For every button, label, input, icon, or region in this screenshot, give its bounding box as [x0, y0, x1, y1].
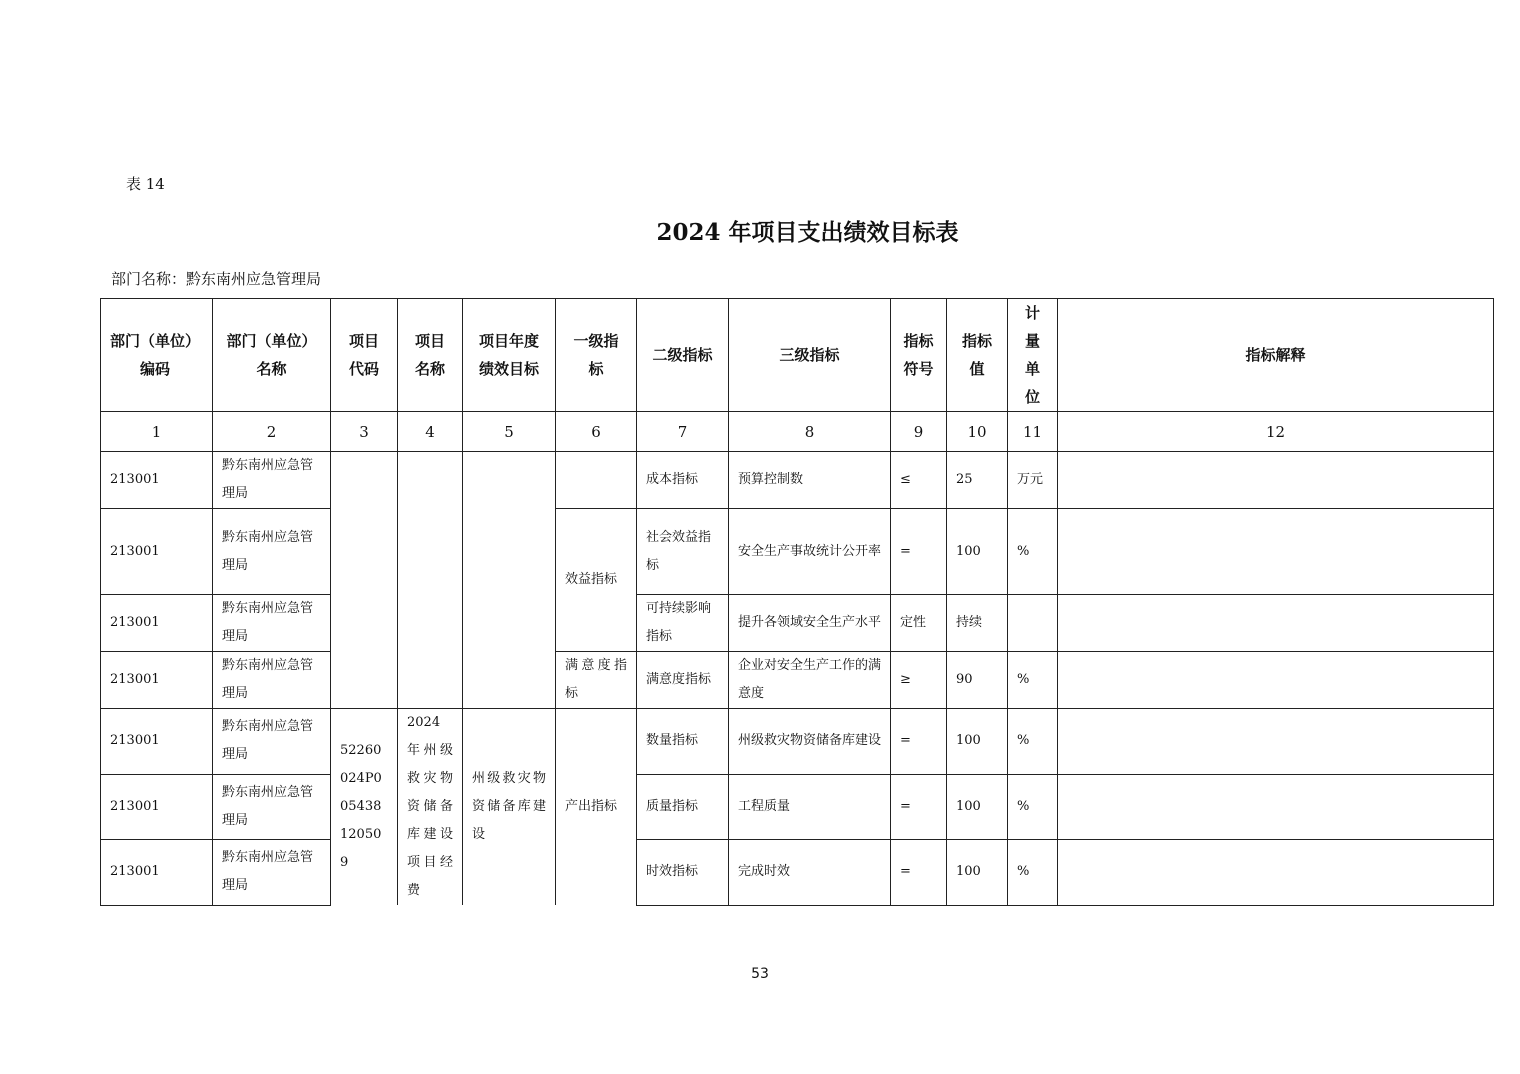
value-cell: 90	[947, 652, 1008, 709]
col-number: 11	[1008, 412, 1058, 452]
unit-cell: %	[1008, 840, 1058, 906]
explanation-cell	[1058, 774, 1494, 840]
dept-code-cell: 213001	[101, 509, 213, 595]
level1-cell: 效益指标	[556, 509, 637, 652]
table-row	[101, 595, 1494, 652]
col-number: 3	[331, 412, 398, 452]
value-cell: 100	[947, 509, 1008, 595]
level2-cell: 成本指标	[637, 452, 729, 509]
unit-cell: %	[1008, 652, 1058, 709]
symbol-cell: =	[891, 840, 947, 906]
level3-cell: 安全生产事故统计公开率	[729, 509, 891, 595]
col-number: 2	[213, 412, 331, 452]
col-number: 8	[729, 412, 891, 452]
explanation-cell	[1058, 652, 1494, 709]
project-code-cell: 52260024P005438120509	[331, 709, 398, 906]
header-value: 指标 值	[947, 299, 1008, 412]
project-name-cell: 2024 年州级救灾物资储备库建设项目经费	[398, 709, 463, 906]
header-symbol: 指标 符号	[891, 299, 947, 412]
dept-name-cell: 黔东南州应急管理局	[213, 452, 331, 509]
value-cell: 100	[947, 709, 1008, 775]
unit-cell	[1008, 595, 1058, 652]
unit-cell: %	[1008, 774, 1058, 840]
dept-name-cell: 黔东南州应急管理局	[213, 774, 331, 840]
dept-code-cell: 213001	[101, 709, 213, 775]
dept-code-cell: 213001	[101, 840, 213, 906]
column-number-row	[101, 412, 1494, 452]
table-row	[101, 509, 1494, 595]
explanation-cell	[1058, 709, 1494, 775]
header-dept-code: 部门（单位） 编码	[101, 299, 213, 412]
unit-cell: %	[1008, 509, 1058, 595]
unit-cell: %	[1008, 709, 1058, 775]
project-code-cell-empty	[331, 452, 398, 709]
col-number: 4	[398, 412, 463, 452]
header-unit: 计 量 单 位	[1008, 299, 1058, 412]
header-level2-indicator: 二级指标	[637, 299, 729, 412]
header-project-code: 项目 代码	[331, 299, 398, 412]
dept-name-cell: 黔东南州应急管理局	[213, 509, 331, 595]
value-cell: 25	[947, 452, 1008, 509]
explanation-cell	[1058, 840, 1494, 906]
value-cell: 持续	[947, 595, 1008, 652]
col-number: 9	[891, 412, 947, 452]
level2-cell: 数量指标	[637, 709, 729, 775]
symbol-cell: =	[891, 509, 947, 595]
level1-cell: 满意度指标	[556, 652, 637, 709]
page-number: 53	[751, 966, 769, 982]
table-row	[101, 774, 1494, 840]
header-annual-goal: 项目年度 绩效目标	[463, 299, 556, 412]
table-row	[101, 840, 1494, 906]
explanation-cell	[1058, 509, 1494, 595]
value-cell: 100	[947, 840, 1008, 906]
level1-cell: 产出指标	[556, 709, 637, 906]
symbol-cell: 定性	[891, 595, 947, 652]
col-number: 12	[1058, 412, 1494, 452]
level3-cell: 企业对安全生产工作的满意度	[729, 652, 891, 709]
value-cell: 100	[947, 774, 1008, 840]
level2-cell: 质量指标	[637, 774, 729, 840]
header-project-name: 项目 名称	[398, 299, 463, 412]
level1-cell-empty	[556, 452, 637, 509]
level2-cell: 可持续影响指标	[637, 595, 729, 652]
performance-target-table	[100, 298, 1494, 906]
project-goal-cell: 州级救灾物资储备库建设	[463, 709, 556, 906]
level3-cell: 提升各领域安全生产水平	[729, 595, 891, 652]
header-row	[101, 299, 1494, 412]
symbol-cell: =	[891, 774, 947, 840]
level2-cell: 时效指标	[637, 840, 729, 906]
header-level1-indicator: 一级指 标	[556, 299, 637, 412]
dept-name-cell: 黔东南州应急管理局	[213, 709, 331, 775]
symbol-cell: =	[891, 709, 947, 775]
dept-name-cell: 黔东南州应急管理局	[213, 840, 331, 906]
dept-code-cell: 213001	[101, 774, 213, 840]
page-title: 2024 年项目支出绩效目标表	[656, 219, 959, 246]
level2-cell: 社会效益指标	[637, 509, 729, 595]
header-level3-indicator: 三级指标	[729, 299, 891, 412]
symbol-cell: ≥	[891, 652, 947, 709]
dept-code-cell: 213001	[101, 452, 213, 509]
project-name-cell-empty	[398, 452, 463, 709]
header-explanation: 指标解释	[1058, 299, 1494, 412]
table-number: 表 14	[126, 175, 165, 193]
dept-name-cell: 黔东南州应急管理局	[213, 652, 331, 709]
level3-cell: 州级救灾物资储备库建设	[729, 709, 891, 775]
explanation-cell	[1058, 452, 1494, 509]
col-number: 10	[947, 412, 1008, 452]
level3-cell: 工程质量	[729, 774, 891, 840]
project-goal-cell-empty	[463, 452, 556, 709]
explanation-cell	[1058, 595, 1494, 652]
level3-cell: 预算控制数	[729, 452, 891, 509]
dept-code-cell: 213001	[101, 595, 213, 652]
table-row	[101, 452, 1494, 509]
table-row	[101, 652, 1494, 709]
unit-cell: 万元	[1008, 452, 1058, 509]
dept-code-cell: 213001	[101, 652, 213, 709]
symbol-cell: ≤	[891, 452, 947, 509]
col-number: 6	[556, 412, 637, 452]
department-name-line: 部门名称：黔东南州应急管理局	[111, 270, 322, 288]
dept-name-cell: 黔东南州应急管理局	[213, 595, 331, 652]
col-number: 7	[637, 412, 729, 452]
level3-cell: 完成时效	[729, 840, 891, 906]
col-number: 1	[101, 412, 213, 452]
level2-cell: 满意度指标	[637, 652, 729, 709]
col-number: 5	[463, 412, 556, 452]
table-row	[101, 709, 1494, 775]
header-dept-name: 部门（单位） 名称	[213, 299, 331, 412]
